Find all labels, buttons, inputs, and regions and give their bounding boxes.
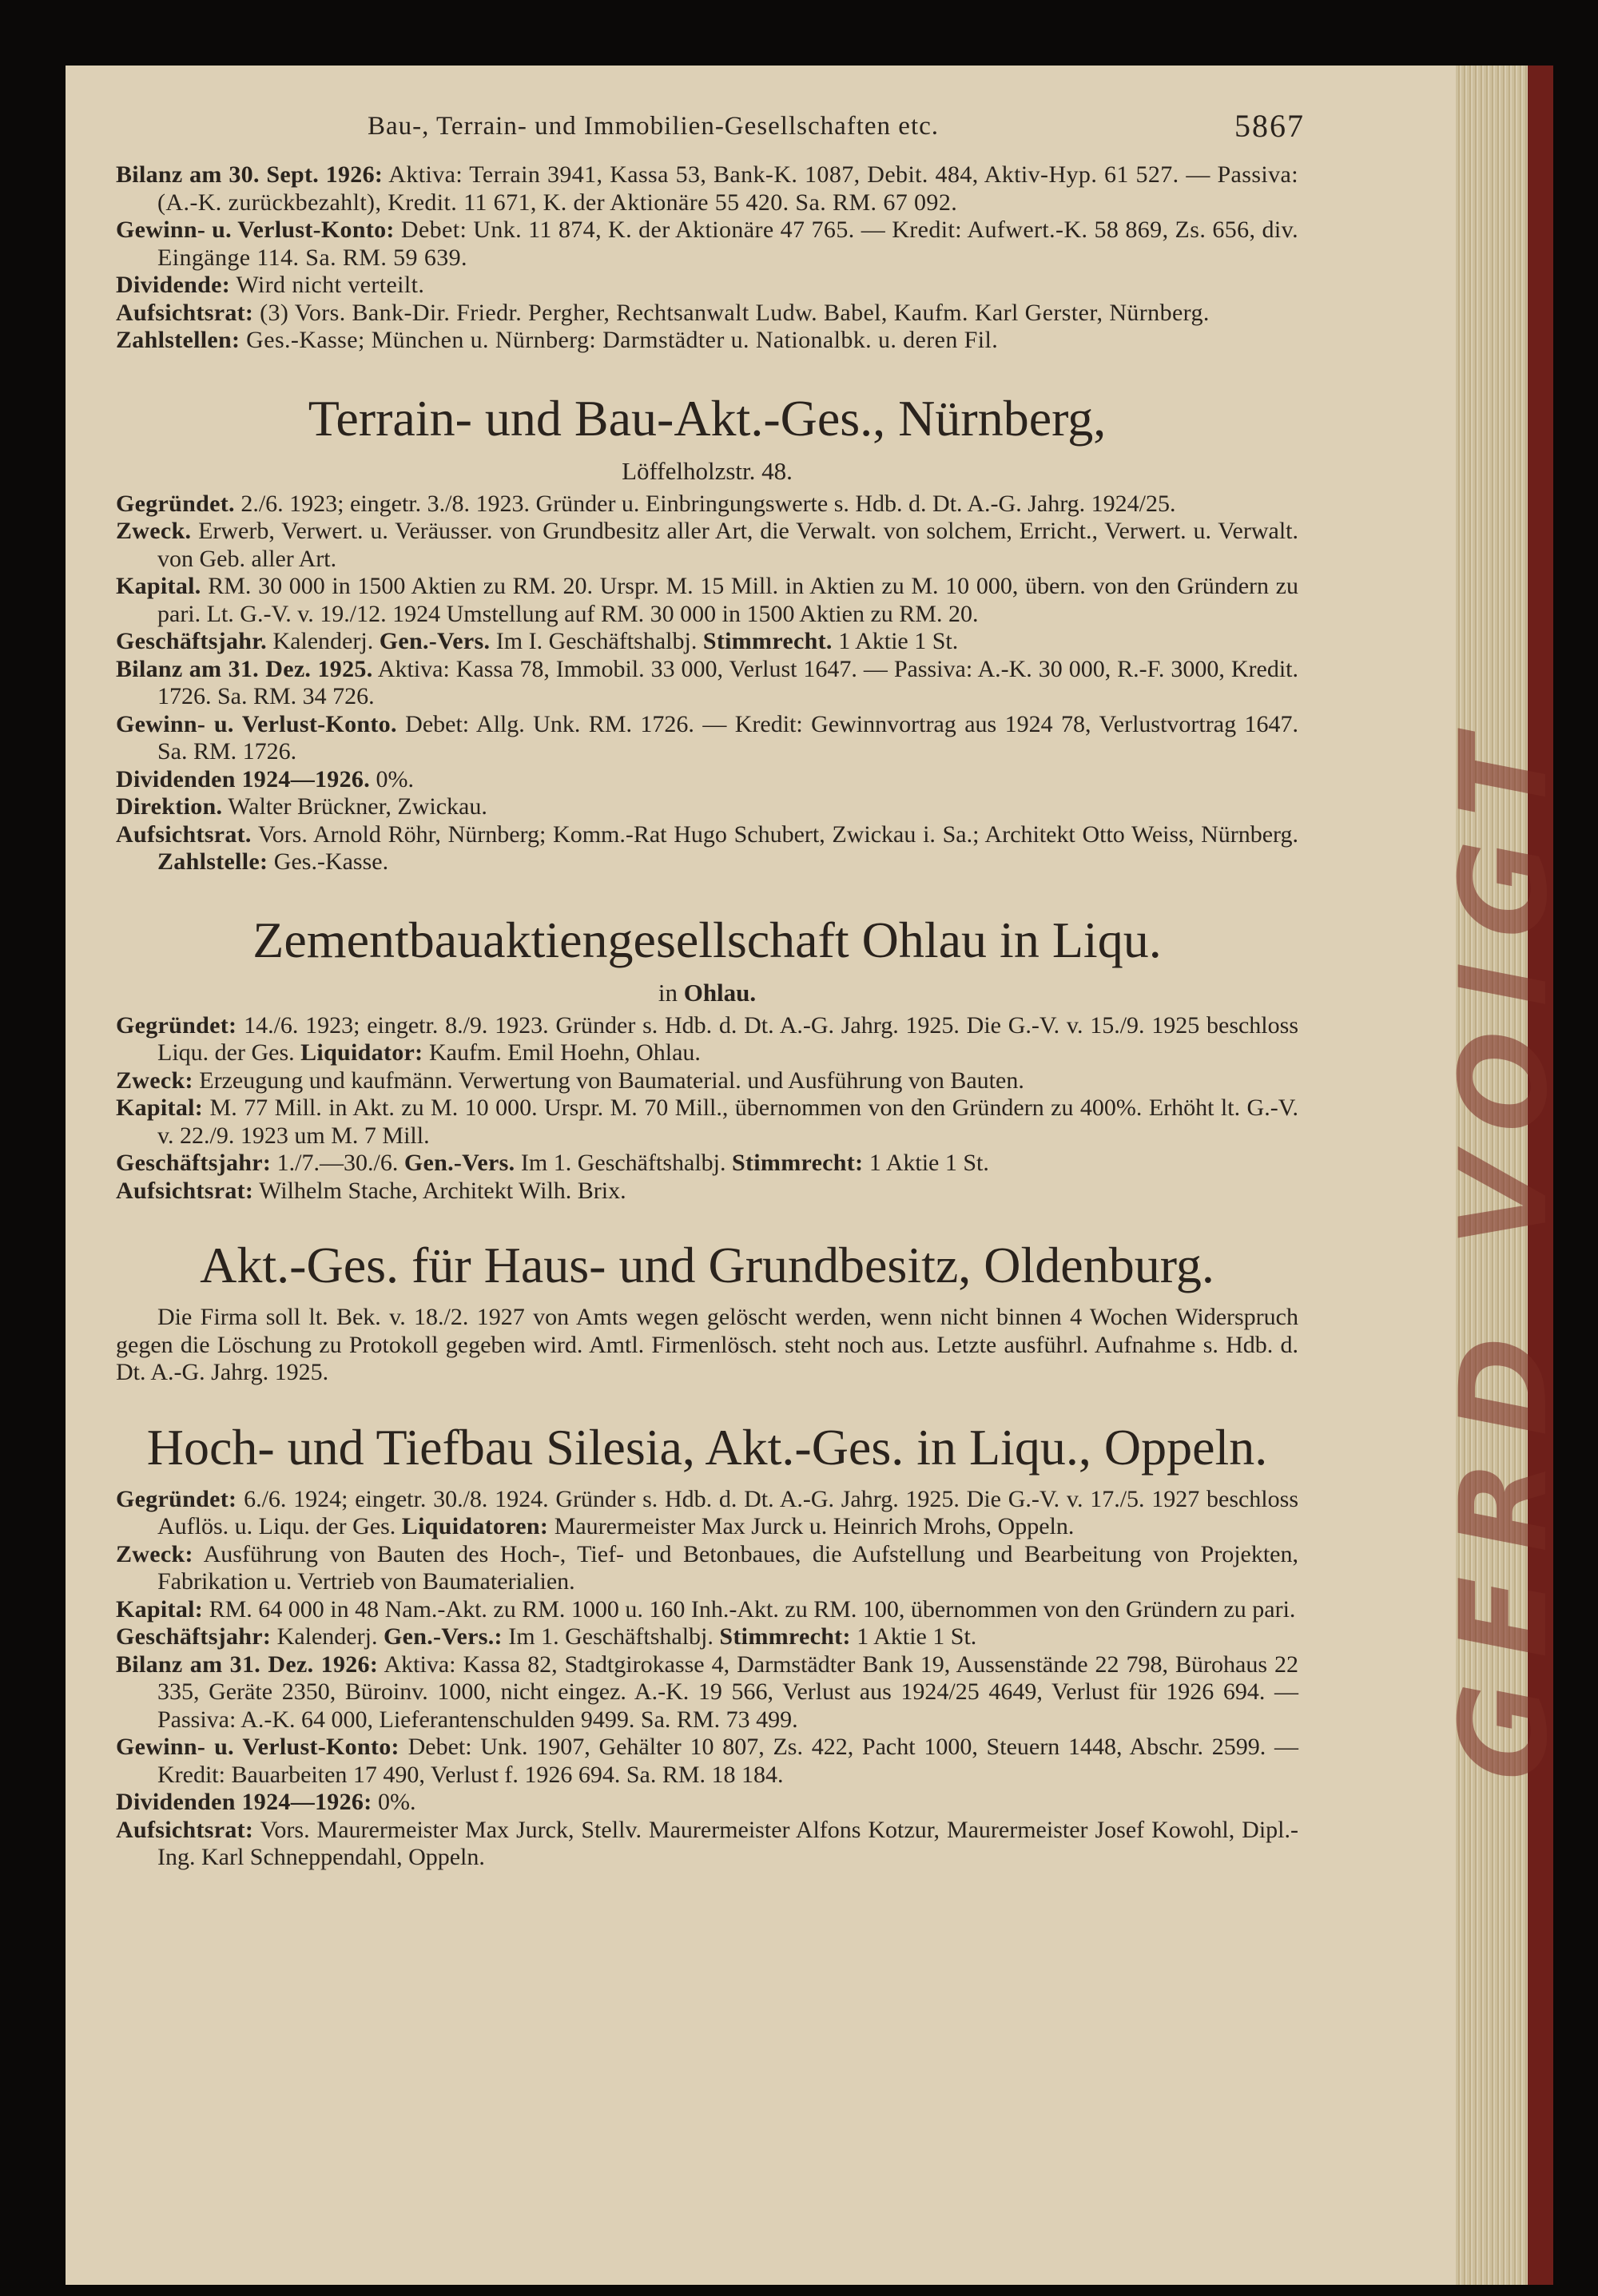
hoch-bilanz-text: Aktiva: Kassa 82, Stadtgirokasse 4, Darmstädter Bank 19, Aussenstände 22 798, Bürohaus 22 335, Geräte 2350, Büroinv. 1000, nicht eingez. A.-K. 19 566, Verlust aus 1924/25 4649, Verlust für 1926 694. — Passiva: A.-K. 64 000, Lieferantenschulden 9499. Sa. RM. 73 499. bbox=[157, 1650, 1298, 1733]
hoch-guv-text: Debet: Unk. 1907, Gehälter 10 807, Zs. 422, Pacht 1000, Steuern 1448, Abschr. 2599. — Kredit: Bauarbeiten 17 490, Verlust f. 1926 694. Sa. RM. 18 184. bbox=[157, 1734, 1298, 1788]
zement-aufsichtsrat-text: Wilhelm Stache, Architekt Wilh. Brix. bbox=[253, 1177, 626, 1204]
page-number: 5867 bbox=[1234, 108, 1305, 144]
zement-geschaeftsjahr-label: Geschäftsjahr: bbox=[116, 1150, 272, 1176]
hoch-dividenden-label: Dividenden 1924—1926: bbox=[116, 1789, 372, 1815]
terrain-title: Terrain- und Bau-Akt.-Ges., Nürnberg, bbox=[308, 389, 1107, 447]
hoch-gegruendet-label: Gegründet: bbox=[116, 1485, 237, 1512]
terrain-genvers-label: Gen.-Vers. bbox=[379, 628, 491, 654]
zement-stimmrecht-label: Stimmrecht: bbox=[732, 1150, 864, 1176]
terrain-direktion-text: Walter Brückner, Zwickau. bbox=[222, 793, 487, 820]
zement-kapital-text: M. 77 Mill. in Akt. zu M. 10 000. Urspr. M. 70 Mill., übernommen von den Gründern zu 400%. Erhöht lt. G.-V. v. 22./9. 1923 um M. 7 Mill. bbox=[157, 1094, 1298, 1149]
terrain-dividenden-text: 0%. bbox=[370, 765, 415, 792]
intro-zahlstellen-text: Ges.-Kasse; München u. Nürnberg: Darmstädter u. Nationalbk. u. deren Fil. bbox=[240, 327, 999, 353]
hoch-kapital-text: RM. 64 000 in 48 Nam.-Akt. zu RM. 1000 u. 160 Inh.-Akt. zu RM. 100, übernommen von den Gründern zu pari. bbox=[203, 1595, 1296, 1623]
hoch-zweck-text: Ausführung von Bauten des Hoch-, Tief- und Betonbaues, die Aufstellung und Bearbeitung von Projekten, Fabrikation u. Vertrieb von Baumaterialien. bbox=[157, 1540, 1298, 1595]
zement-zweck-label: Zweck: bbox=[116, 1067, 193, 1094]
zement-geschaeftsjahr-text: 1./7.—30./6. bbox=[271, 1150, 404, 1176]
intro-bilanz-text: Aktiva: Terrain 3941, Kassa 53, Bank-K. 1087, Debit. 484, Aktiv-Hyp. 61 527. — Passiva: (A.-K. zurückbezahlt), Kredit. 11 671, K. der Aktionäre 55 420. Sa. RM. 67 092. bbox=[157, 161, 1298, 216]
hoch-aufsichtsrat-text: Vors. Maurermeister Max Jurck, Stellv. Maurermeister Alfons Kotzur, Maurermeister Josef Kowohl, Dipl.-Ing. Karl Schneppendahl, Oppeln. bbox=[157, 1816, 1298, 1870]
zement-genvers-label: Gen.-Vers. bbox=[403, 1150, 515, 1176]
hoch-guv-label: Gewinn- u. Verlust-Konto: bbox=[116, 1734, 400, 1760]
intro-aufsichtsrat-text: (3) Vors. Bank-Dir. Friedr. Pergher, Rechtsanwalt Ludw. Babel, Kaufm. Karl Gerster, Nürnberg. bbox=[253, 299, 1210, 326]
terrain-gegruendet-text: 2./6. 1923; eingetr. 3./8. 1923. Gründer u. Einbringungswerte s. Hdb. d. Dt. A.-G. Jahrg. 1924/25. bbox=[234, 490, 1176, 517]
terrain-entry bbox=[116, 390, 1298, 876]
zement-entry bbox=[116, 912, 1298, 1206]
stamp-text: GERD VOIGT bbox=[1435, 712, 1574, 1781]
zement-liquidator-text: Kaufm. Emil Hoehn, Ohlau. bbox=[423, 1039, 701, 1066]
terrain-aufsichtsrat-text: Vors. Arnold Röhr, Nürnberg; Komm.-Rat Hugo Schubert, Zwickau i. Sa.; Architekt Otto Weiss, Nürnberg. bbox=[251, 820, 1298, 848]
terrain-zahlstelle-label: Zahlstelle: bbox=[157, 848, 268, 875]
terrain-direktion-label: Direktion. bbox=[116, 793, 223, 820]
terrain-gegruendet-label: Gegründet. bbox=[116, 490, 235, 517]
hoch-geschaeftsjahr-text: Kalenderj. bbox=[271, 1623, 384, 1650]
terrain-bilanz-text: Aktiva: Kassa 78, Immobil. 33 000, Verlust 1647. — Passiva: A.-K. 30 000, R.-F. 3000, Kredit. 1726. Sa. RM. 34 726. bbox=[157, 655, 1298, 709]
book-spine bbox=[1528, 66, 1553, 2285]
terrain-zweck-label: Zweck. bbox=[116, 518, 192, 544]
terrain-stimmrecht-text: 1 Aktie 1 St. bbox=[832, 628, 959, 654]
hoch-aufsichtsrat-label: Aufsichtsrat: bbox=[116, 1816, 254, 1843]
terrain-guv-label: Gewinn- u. Verlust-Konto. bbox=[116, 710, 397, 737]
zement-in: in bbox=[658, 978, 684, 1007]
zement-kapital-label: Kapital: bbox=[116, 1094, 204, 1121]
intro-dividende-label: Dividende: bbox=[116, 272, 231, 298]
header-title: Bau-, Terrain- und Immobilien-Gesellschaften etc. bbox=[368, 112, 940, 141]
akt-entry bbox=[116, 1237, 1298, 1387]
hoch-stimmrecht-label: Stimmrecht: bbox=[719, 1623, 851, 1650]
intro-guv-text: Debet: Unk. 11 874, K. der Aktionäre 47 765. — Kredit: Aufwert.-K. 58 869, Zs. 656, div. Eingänge 114. Sa. RM. 59 639. bbox=[157, 216, 1298, 271]
zement-liquidator-label: Liquidator: bbox=[300, 1039, 423, 1066]
terrain-stimmrecht-label: Stimmrecht. bbox=[702, 628, 833, 654]
hoch-gegruendet-text: 6./6. 1924; eingetr. 30./8. 1924. Gründer s. Hdb. d. Dt. A.-G. Jahrg. 1925. Die G.-V. v. 17./5. 1927 beschloss Auflös. u. Liqu. der Ges. bbox=[157, 1485, 1298, 1539]
hoch-kapital-label: Kapital: bbox=[116, 1595, 204, 1623]
terrain-kapital-label: Kapital. bbox=[116, 573, 201, 599]
zement-genvers-text: Im 1. Geschäftshalbj. bbox=[515, 1150, 732, 1176]
terrain-zahlstelle-text: Ges.-Kasse. bbox=[268, 848, 389, 875]
hoch-genvers-label: Gen.-Vers.: bbox=[383, 1623, 503, 1650]
intro-aufsichtsrat-label: Aufsichtsrat: bbox=[116, 299, 254, 326]
akt-title: Akt.-Ges. für Haus- und Grundbesitz, Oldenburg. bbox=[200, 1237, 1214, 1293]
terrain-geschaeftsjahr-text: Kalenderj. bbox=[266, 628, 380, 654]
terrain-guv-text: Debet: Allg. Unk. RM. 1726. — Kredit: Gewinnvortrag aus 1924 78, Verlustvortrag 1647. Sa. RM. 1726. bbox=[157, 710, 1298, 765]
hoch-liquidatoren-text: Maurermeister Max Jurck u. Heinrich Mrohs, Oppeln. bbox=[548, 1513, 1075, 1539]
hoch-liquidatoren-label: Liquidatoren: bbox=[401, 1513, 549, 1539]
hoch-stimmrecht-text: 1 Aktie 1 St. bbox=[850, 1623, 977, 1650]
zement-city: Ohlau. bbox=[683, 978, 757, 1007]
zement-stimmrecht-text: 1 Aktie 1 St. bbox=[863, 1150, 989, 1176]
page-content bbox=[116, 104, 1305, 1872]
terrain-genvers-text: Im I. Geschäftshalbj. bbox=[490, 628, 703, 654]
hoch-entry bbox=[116, 1419, 1298, 1872]
intro-zahlstellen-label: Zahlstellen: bbox=[116, 327, 240, 353]
intro-guv-label: Gewinn- u. Verlust-Konto: bbox=[116, 216, 395, 243]
intro-bilanz-label: Bilanz am 30. Sept. 1926: bbox=[116, 161, 384, 188]
zement-gegruendet-label: Gegründet: bbox=[116, 1011, 237, 1039]
terrain-bilanz-label: Bilanz am 31. Dez. 1925. bbox=[116, 655, 373, 682]
hoch-genvers-text: Im 1. Geschäftshalbj. bbox=[502, 1623, 720, 1650]
intro-entry bbox=[116, 161, 1298, 355]
zement-aufsichtsrat-label: Aufsichtsrat: bbox=[116, 1177, 254, 1204]
hoch-title: Hoch- und Tiefbau Silesia, Akt.-Ges. in Liqu., Oppeln. bbox=[146, 1418, 1268, 1476]
terrain-aufsichtsrat-label: Aufsichtsrat. bbox=[116, 820, 252, 848]
terrain-dividenden-label: Dividenden 1924—1926. bbox=[116, 765, 371, 792]
akt-text: Die Firma soll lt. Bek. v. 18./2. 1927 von Amts wegen gelöscht werden, wenn nicht binnen 4 Wochen Widerspruch gegen die Löschung zu Protokoll gegeben wird. Amtl. Firmenlösch. steht noch aus. Letzte ausführl. Aufnahme s. Hdb. d. Dt. A.-G. Jahrg. 1925. bbox=[116, 1304, 1298, 1385]
terrain-kapital-text: RM. 30 000 in 1500 Aktien zu RM. 20. Urspr. M. 15 Mill. in Aktien zu M. 10 000, übern. von den Gründern zu pari. Lt. G.-V. v. 19./12. 1924 Umstellung auf RM. 30 000 in 1500 Aktien zu RM. 20. bbox=[157, 573, 1298, 627]
terrain-address: Löffelholzstr. 48. bbox=[622, 456, 793, 485]
zement-zweck-text: Erzeugung und kaufmänn. Verwertung von Baumaterial. und Ausführung von Bauten. bbox=[193, 1067, 1024, 1094]
hoch-dividenden-text: 0%. bbox=[372, 1789, 416, 1815]
hoch-geschaeftsjahr-label: Geschäftsjahr: bbox=[116, 1623, 272, 1650]
terrain-zweck-text: Erwerb, Verwert. u. Veräusser. von Grundbesitz aller Art, die Verwalt. von solchem, Erricht., Verwert. u. Verwalt. von Geb. aller Art. bbox=[157, 518, 1298, 572]
hoch-zweck-label: Zweck: bbox=[116, 1540, 193, 1567]
terrain-geschaeftsjahr-label: Geschäftsjahr. bbox=[116, 628, 267, 654]
page-edges bbox=[1456, 66, 1528, 2285]
hoch-bilanz-label: Bilanz am 31. Dez. 1926: bbox=[116, 1650, 379, 1678]
running-header bbox=[116, 104, 1305, 161]
intro-dividende-text: Wird nicht verteilt. bbox=[230, 272, 425, 298]
zement-gegruendet-text: 14./6. 1923; eingetr. 8./9. 1923. Gründer s. Hdb. d. Dt. A.-G. Jahrg. 1925. Die G.-V. v. 15./9. 1925 beschloss Liqu. der Ges. bbox=[157, 1011, 1298, 1066]
zement-title: Zementbauaktiengesellschaft Ohlau in Liqu. bbox=[252, 911, 1162, 968]
